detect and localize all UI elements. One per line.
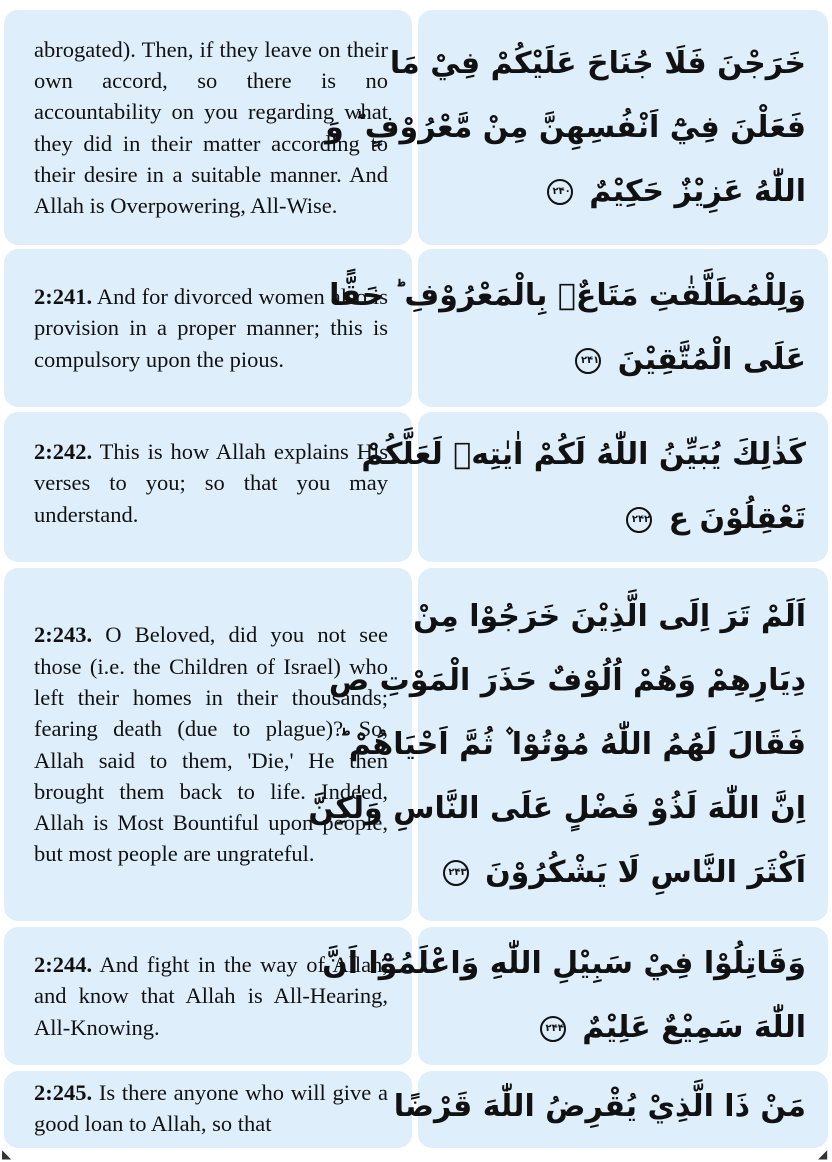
arabic-line: دِيَارِهِمْ وَهُمْ اُلُوْفٌ حَذَرَ الْمَوْتِ ص [328, 662, 806, 698]
translation-text: And fight in the way of Allah, and know that Allah is All-Hearing, All-Knowing. [34, 952, 388, 1040]
arabic-line-last [438, 328, 806, 392]
arabic-line-text: عَلَى الْمُتَّقِيْنَ [617, 342, 806, 377]
corner-ornament-right-icon: ◢ [818, 1147, 828, 1161]
english-translation [34, 436, 388, 530]
arabic-line-text: اللّٰهَ سَمِيْعٌ عَلِيْمٌ [582, 1010, 806, 1045]
arabic-text-cell [393, 1071, 828, 1148]
arabic-text-cell [308, 568, 828, 921]
english-translation [34, 1077, 388, 1140]
arabic-line: وَقَاتِلُوْا فِيْ سَبِيْلِ اللّٰهِ وَاعْلَمُوْٓا اَنَّ [322, 946, 806, 981]
arabic-line: فَقَالَ لَهُمُ اللّٰهُ مُوْتُوْا ۫ ثُمَّ اَحْيَاهُمْ ؕ [338, 726, 806, 762]
verse-number: 2:243. [34, 622, 93, 648]
arabic-text-cell [325, 10, 828, 245]
arabic-line: خَرَجْنَ فَلَا جُنَاحَ عَلَيْكُمْ فِيْ مَا [389, 45, 806, 81]
arabic-line: اَلَمْ تَرَ اِلَى الَّذِيْنَ خَرَجُوْا مِنْ [413, 598, 806, 634]
translation-text: abrogated). Then, if they leave on their own accord, so there is no accountability on you regarding what they did in their matter according to their desire in a suitable manner. And Allah is Overpowering, All-Wise. [34, 36, 388, 219]
arabic-line-text: تَعْقِلُوْنَ ع [668, 501, 806, 536]
arabic-line: وَلِلْمُطَلَّقٰتِ مَتَاعٌۢ بِالْمَعْرُوْفِ ؕ حَقًّا [329, 278, 806, 313]
arabic-line-last [438, 841, 806, 905]
english-translation-cell [4, 412, 412, 562]
arabic-text-cell [361, 412, 828, 562]
verse-row-244 [4, 927, 828, 1065]
verse-row-242 [4, 412, 828, 562]
corner-ornament-left-icon: ◣ [2, 1147, 12, 1161]
verse-number: 2:244. [34, 952, 93, 978]
page-bottom-strip [0, 1148, 832, 1162]
verse-number: 2:242. [34, 439, 93, 464]
ayah-end-marker-icon: ۲۴۲ [626, 507, 652, 533]
arabic-line-text: اَكْثَرَ النَّاسِ لَا يَشْكُرُوْنَ [485, 854, 806, 890]
translation-text: And for divorced women also is provision in a proper manner; this is compulsory upon the pious. [34, 284, 388, 372]
translation-text: Is there anyone who will give a good loan to Allah, so that [34, 1080, 388, 1137]
arabic-line-text: اللّٰهُ عَزِيْزٌ حَكِيْمٌ [589, 173, 806, 209]
arabic-text-cell [329, 249, 828, 407]
verse-row-243 [4, 568, 828, 921]
ayah-end-marker-icon: ۲۴۴ [540, 1016, 566, 1042]
ayah-end-marker-icon: ۲۴۱ [575, 348, 601, 374]
verse-row-245 [4, 1071, 828, 1148]
verse-row-241 [4, 249, 828, 407]
translation-text: O Beloved, did you not see those (i.e. the Children of Israel) who left their homes in their thousands; fearing death (due to plague)? So, Allah said to them, 'Die,' He then brought them back to life. Indeed, Allah is Most Bountiful upon people, but most people are ungrateful. [34, 622, 388, 867]
arabic-text-cell [322, 927, 828, 1065]
verse-number: 2:245. [34, 1080, 93, 1105]
english-translation-cell [4, 1071, 412, 1148]
arabic-line-last [438, 487, 806, 551]
verse-number: 2:241. [34, 284, 93, 310]
arabic-line: اِنَّ اللّٰهَ لَذُوْ فَضْلٍ عَلَى النَّاسِ وَلٰكِنَّ [308, 790, 806, 826]
arabic-line: فَعَلْنَ فِيْٓ اَنْفُسِهِنَّ مِنْ مَّعْرُوْفٍ ؕ وَ [325, 109, 806, 145]
ayah-end-marker-icon: ۲۴۳ [443, 860, 469, 886]
translation-text: This is how Allah explains His verses to you; so that you may understand. [34, 439, 388, 527]
arabic-line: كَذٰلِكَ يُبَيِّنُ اللّٰهُ لَكُمْ اٰيٰتِهٖ لَعَلَّكُمْ [361, 437, 806, 472]
verse-row-240 [4, 10, 828, 245]
arabic-line-last [438, 996, 806, 1060]
arabic-line-last [438, 160, 806, 224]
ayah-end-marker-icon: ۲۴۰ [547, 179, 573, 205]
arabic-line: مَنْ ذَا الَّذِيْ يُقْرِضُ اللّٰهَ قَرْضًا [393, 1089, 806, 1124]
